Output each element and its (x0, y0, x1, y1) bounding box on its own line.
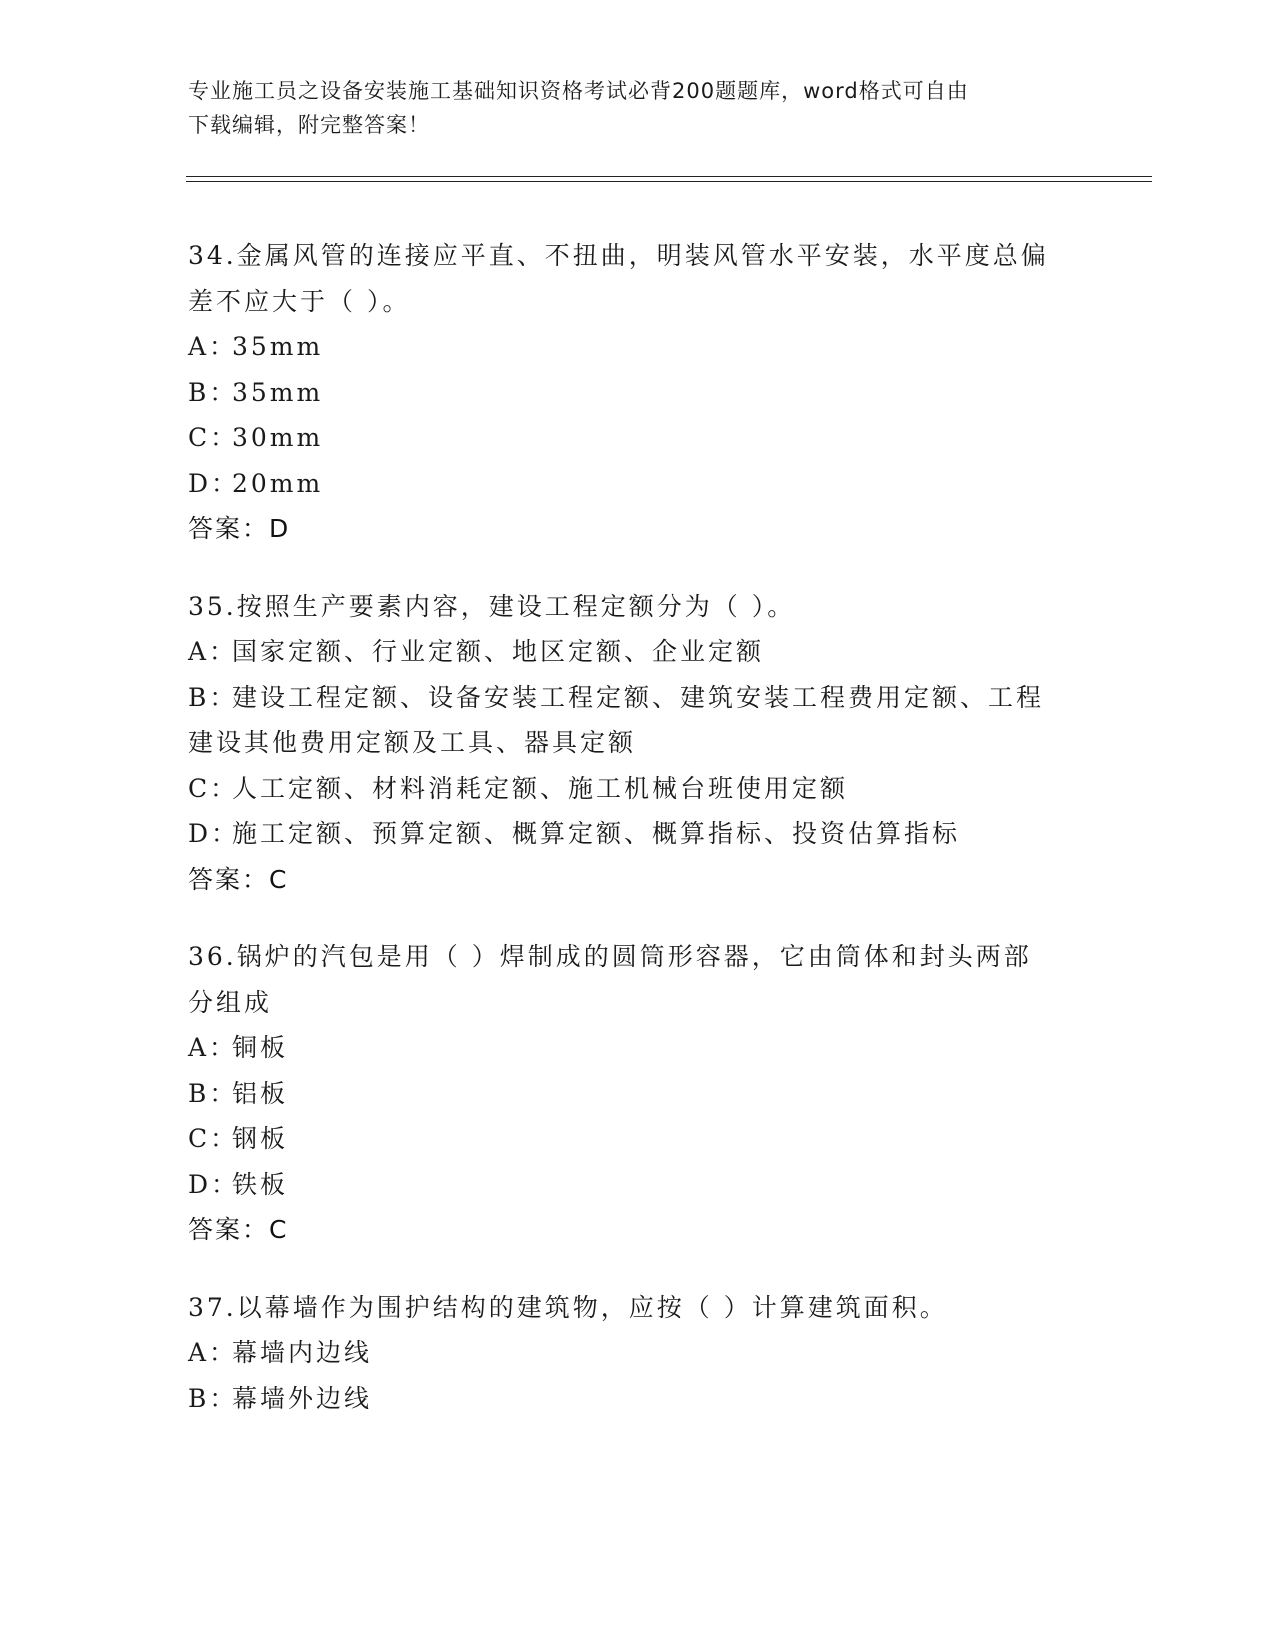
option-c (188, 415, 1088, 461)
header-title-line-1: 专业施工员之设备安装施工基础知识资格考试必背200题题库，word格式可自由 (188, 79, 969, 103)
header-title-line-2: 下载编辑，附完整答案！ (188, 113, 430, 137)
question-stem-line: 34.金属风管的连接应平直、不扭曲，明装风管水平安装，水平度总偏 (188, 241, 1049, 270)
question-35 (188, 584, 1088, 903)
question-stem-line: 36.锅炉的汽包是用（ ）焊制成的圆筒形容器，它由筒体和封头两部 (188, 942, 1032, 971)
question-stem-line: 37.以幕墙作为围护结构的建筑物，应按（ ）计算建筑面积。 (188, 1292, 948, 1322)
option-b-continuation: 建设其他费用定额及工具、器具定额 (188, 728, 637, 757)
option-text: 35mm (232, 377, 324, 407)
answer-key: 答案：D (188, 514, 291, 543)
option-label: D： (188, 1169, 240, 1199)
option-text: 人工定额、材料消耗定额、施工机械台班使用定额 (232, 773, 849, 803)
question-stem-line: 分组成 (188, 987, 273, 1017)
option-b (188, 1071, 1088, 1117)
option-text: 幕墙外边线 (232, 1383, 373, 1413)
option-a (188, 629, 1088, 675)
option-d (188, 811, 1088, 857)
header-divider-bottom (186, 181, 1152, 182)
option-label: A： (188, 637, 238, 666)
option-label: D： (188, 819, 240, 848)
option-label: D： (188, 468, 240, 498)
question-36 (188, 934, 1088, 1253)
option-label: B： (188, 682, 238, 712)
option-label: A： (188, 332, 238, 361)
question-34 (188, 233, 1088, 552)
option-text: 施工定额、预算定额、概算定额、概算指标、投资估算指标 (232, 819, 961, 848)
option-c (188, 1116, 1088, 1162)
header-divider-top (186, 176, 1152, 177)
option-text: 30mm (232, 423, 324, 452)
option-a (188, 324, 1088, 370)
option-text: 35mm (232, 332, 324, 361)
option-label: B： (188, 377, 238, 407)
answer-key: 答案：C (188, 1215, 289, 1244)
option-text: 铁板 (232, 1169, 289, 1199)
option-label: B： (188, 1383, 238, 1413)
option-text: 铜板 (232, 1033, 289, 1062)
option-b (188, 675, 1088, 721)
question-list (188, 233, 1088, 1453)
option-a (188, 1330, 1088, 1376)
question-stem-line: 35.按照生产要素内容，建设工程定额分为（ ）。 (188, 591, 796, 621)
option-label: C： (188, 423, 239, 452)
option-text: 20mm (232, 468, 324, 498)
option-c (188, 766, 1088, 812)
option-label: C： (188, 1124, 239, 1153)
option-text: 铝板 (232, 1078, 289, 1108)
option-text: 国家定额、行业定额、地区定额、企业定额 (232, 637, 765, 666)
option-d (188, 1162, 1088, 1208)
option-a (188, 1025, 1088, 1071)
option-b (188, 370, 1088, 416)
question-stem-line: 差不应大于（ ）。 (188, 286, 411, 316)
option-label: A： (188, 1033, 238, 1062)
option-text: 钢板 (232, 1124, 289, 1153)
option-d (188, 461, 1088, 507)
question-37 (188, 1285, 1088, 1422)
option-text: 幕墙内边线 (232, 1338, 373, 1367)
option-label: A： (188, 1338, 238, 1367)
document-header (188, 74, 1068, 142)
option-label: C： (188, 773, 239, 803)
option-text: 建设工程定额、设备安装工程定额、建筑安装工程费用定额、工程 (232, 682, 1045, 712)
option-b (188, 1376, 1088, 1422)
answer-key: 答案：C (188, 864, 289, 894)
option-label: B： (188, 1078, 238, 1108)
